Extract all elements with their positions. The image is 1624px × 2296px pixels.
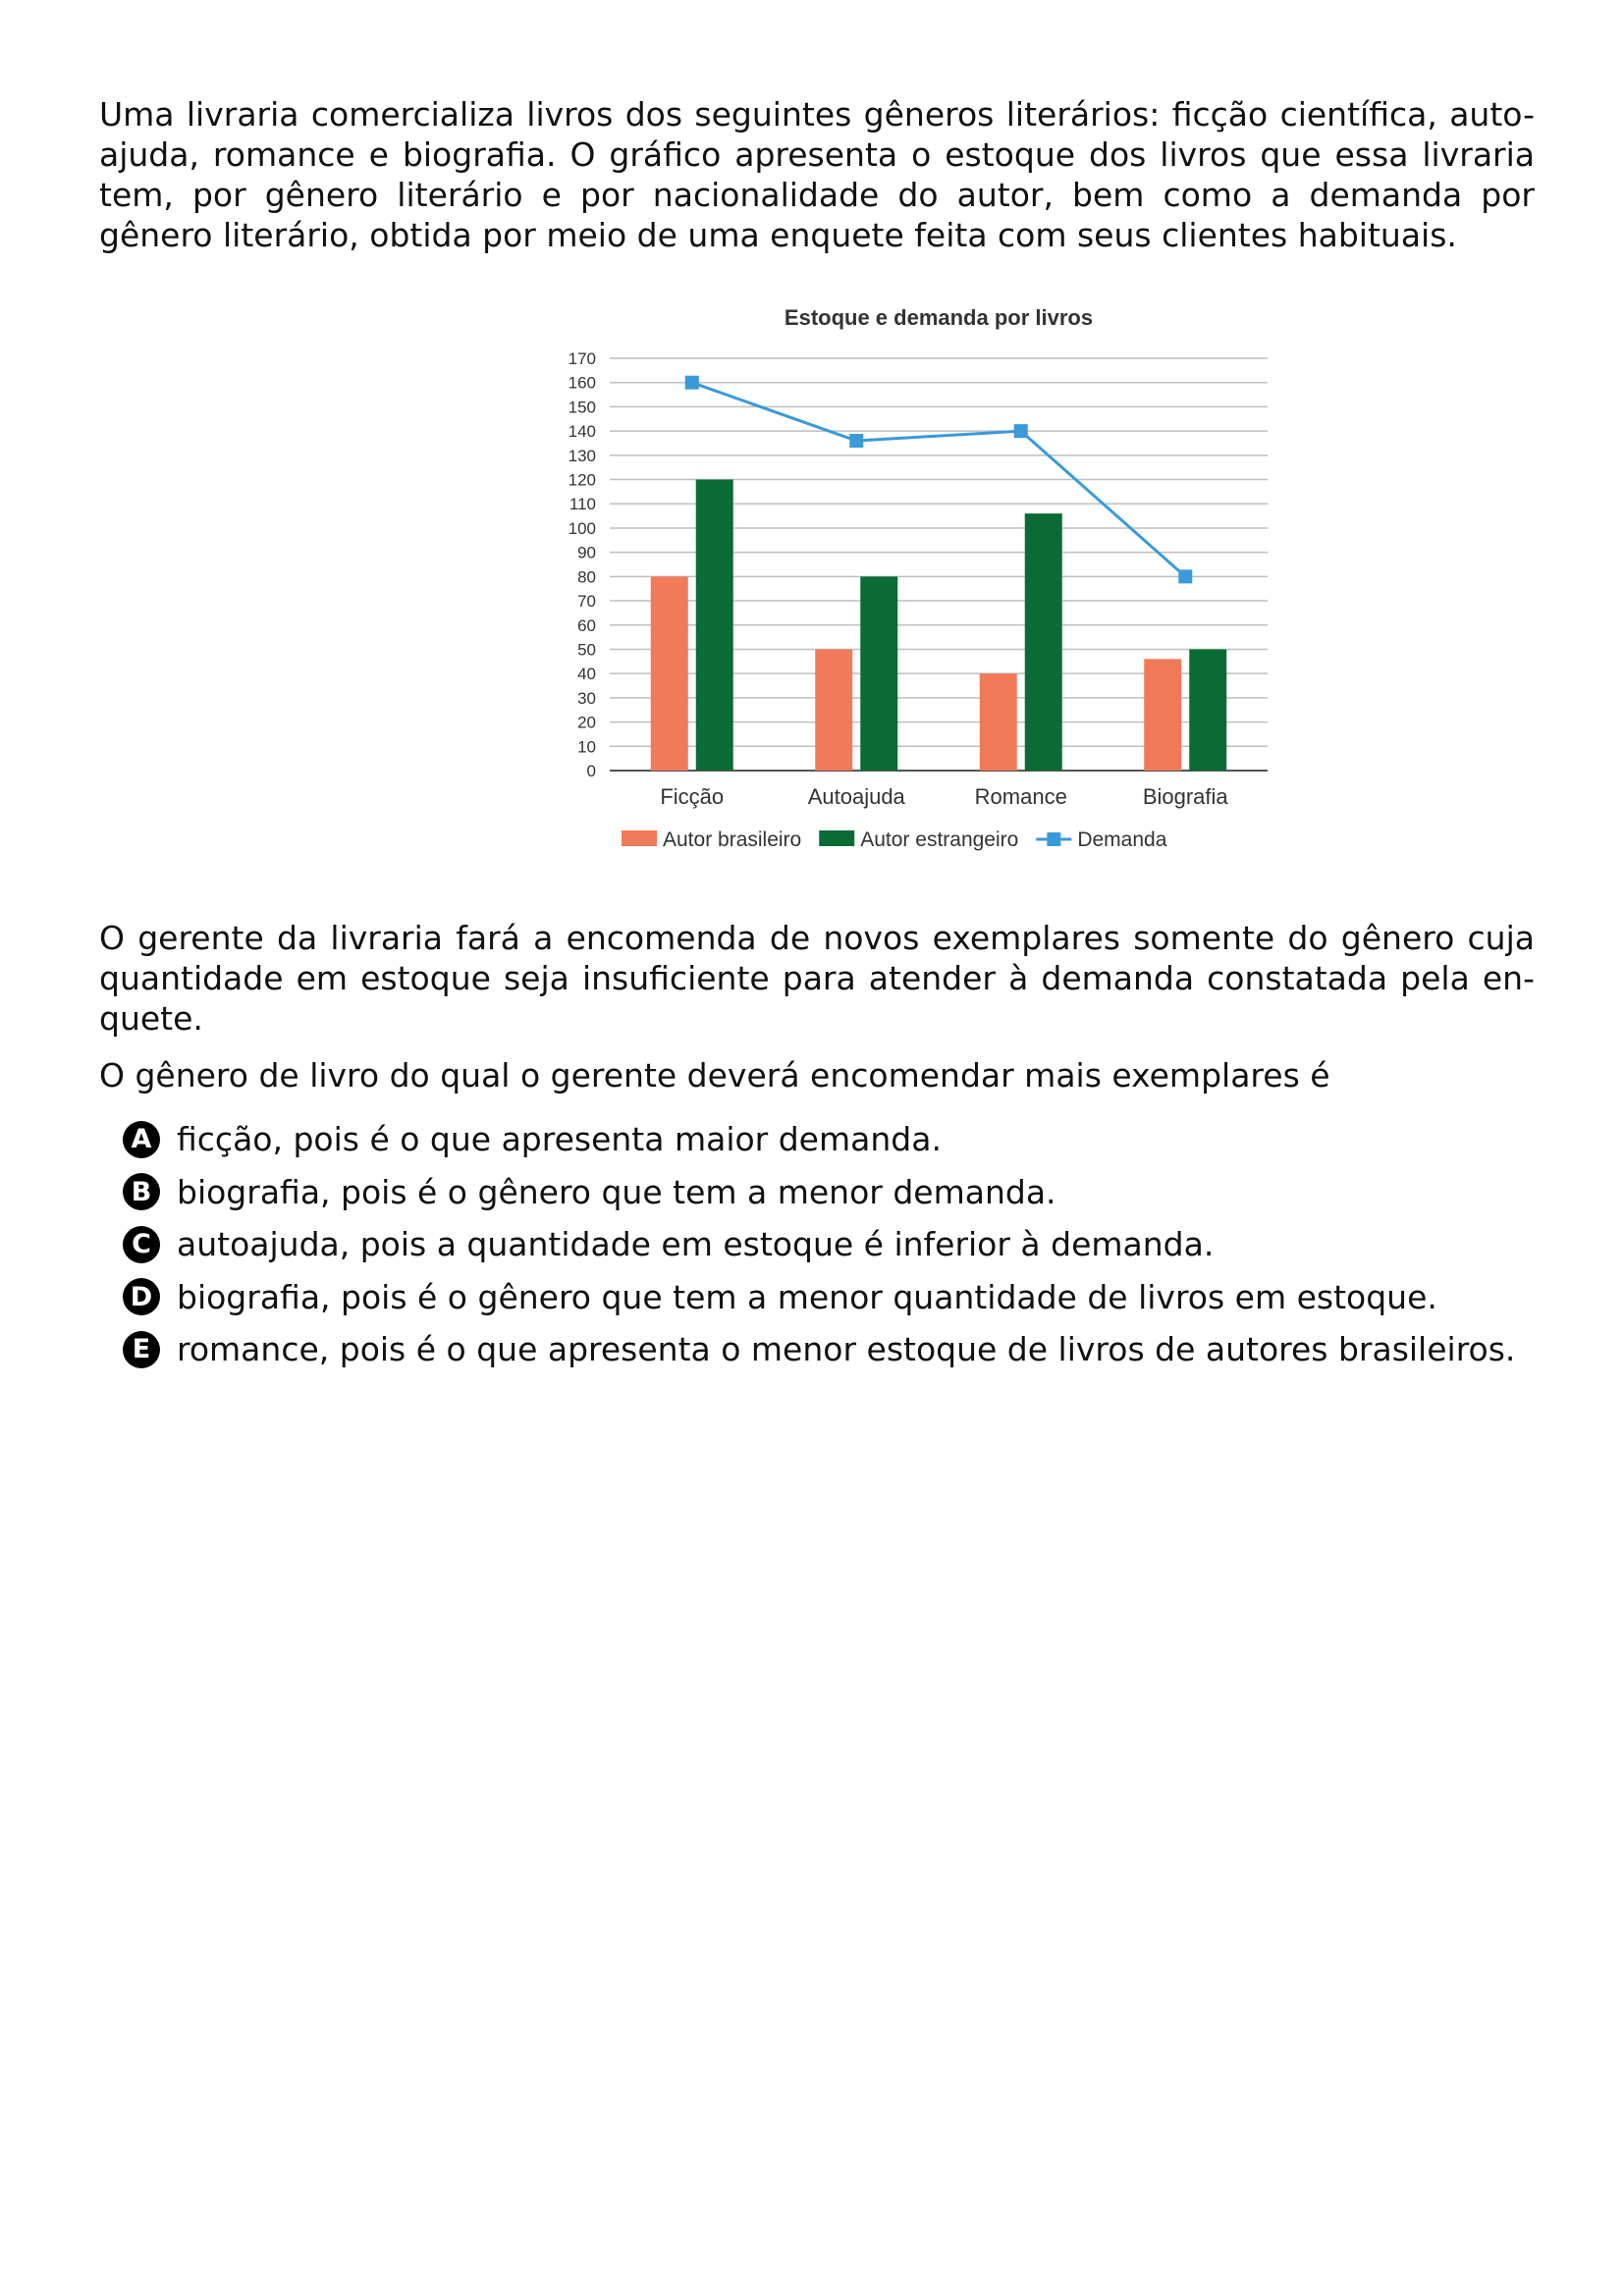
y-tick-label: 110 [568, 495, 596, 514]
option-b[interactable] [123, 1172, 1535, 1212]
demand-marker [1014, 424, 1028, 438]
option-d[interactable] [123, 1277, 1535, 1317]
option-letter-badge: B [123, 1173, 160, 1210]
option-text: autoajuda, pois a quantidade em estoque é inferior à demanda. [177, 1225, 1215, 1263]
bar [815, 649, 852, 771]
option-letter-badge: D [123, 1278, 160, 1315]
context-paragraph: O gerente da livraria fará a encomenda de novos exemplares somente do gênero cuja quantidade em estoque seja insuficiente para atender à demanda constatada pela en-quete. [99, 919, 1535, 1038]
answer-options [99, 1119, 1535, 1369]
y-tick-label: 10 [577, 737, 596, 757]
y-tick-label: 80 [577, 567, 596, 587]
option-a[interactable] [123, 1119, 1535, 1159]
y-tick-label: 120 [568, 470, 596, 490]
legend-swatch [622, 830, 657, 846]
intro-paragraph: Uma livraria comercializa livros dos seguintes gêneros literários: ficção científica, auto-ajuda, romance e biografia. O gráfico apresenta o estoque dos livros que essa livraria tem, por gênero literário e por nacionalidade do autor, bem como a demanda por gênero literário, obtida por meio de uma enquete feita com seus clientes habituais. [99, 95, 1535, 254]
option-letter-badge: A [123, 1121, 160, 1158]
y-tick-label: 160 [568, 373, 596, 393]
option-text: biografia, pois é o gênero que tem a menor quantidade de livros em estoque. [177, 1277, 1437, 1316]
bar [1189, 649, 1226, 771]
x-tick-label: Autoajuda [807, 784, 905, 809]
y-tick-label: 130 [568, 446, 596, 465]
y-tick-label: 40 [577, 665, 596, 684]
option-c[interactable] [123, 1224, 1535, 1264]
bar [1144, 659, 1181, 771]
demand-marker [849, 434, 863, 448]
y-tick-label: 60 [577, 615, 596, 635]
option-text: ficção, pois é o que apresenta maior demanda. [177, 1120, 942, 1158]
bar [651, 576, 688, 771]
legend-marker [1047, 832, 1060, 846]
question-page [99, 94, 1535, 1382]
demand-marker [685, 376, 699, 390]
option-letter-badge: C [123, 1226, 160, 1263]
bar [696, 480, 733, 771]
y-tick-label: 20 [577, 713, 596, 732]
y-tick-label: 30 [577, 688, 596, 708]
y-tick-label: 100 [568, 518, 596, 538]
y-tick-label: 70 [577, 592, 596, 612]
y-tick-label: 170 [568, 349, 596, 368]
prompt-paragraph: O gênero de livro do qual o gerente deverá encomendar mais exemplares é [99, 1056, 1330, 1095]
x-tick-label: Ficção [660, 784, 725, 809]
legend-label: Demanda [1077, 828, 1167, 851]
option-letter-badge: E [123, 1331, 160, 1368]
demand-marker [1178, 569, 1192, 583]
bar [980, 673, 1017, 771]
x-tick-label: Biografia [1142, 784, 1228, 809]
chart-title: Estoque e demanda por livros [784, 305, 1094, 330]
x-tick-label: Romance [974, 784, 1067, 809]
stock-demand-chart [433, 290, 1277, 879]
y-tick-label: 90 [577, 543, 596, 562]
y-tick-label: 140 [568, 422, 596, 442]
option-text: romance, pois é o que apresenta o menor estoque de livros de autores brasileiros. [177, 1330, 1516, 1368]
bar [860, 576, 897, 771]
y-tick-label: 50 [577, 640, 596, 660]
chart-figure [99, 290, 1535, 898]
bar [1025, 513, 1062, 771]
y-tick-label: 0 [586, 762, 596, 780]
option-e[interactable] [123, 1329, 1535, 1369]
legend-swatch [819, 830, 854, 846]
legend-label: Autor estrangeiro [860, 828, 1019, 851]
legend-label: Autor brasileiro [663, 828, 802, 851]
option-text: biografia, pois é o gênero que tem a menor demanda. [177, 1172, 1056, 1211]
y-tick-label: 150 [568, 398, 596, 417]
